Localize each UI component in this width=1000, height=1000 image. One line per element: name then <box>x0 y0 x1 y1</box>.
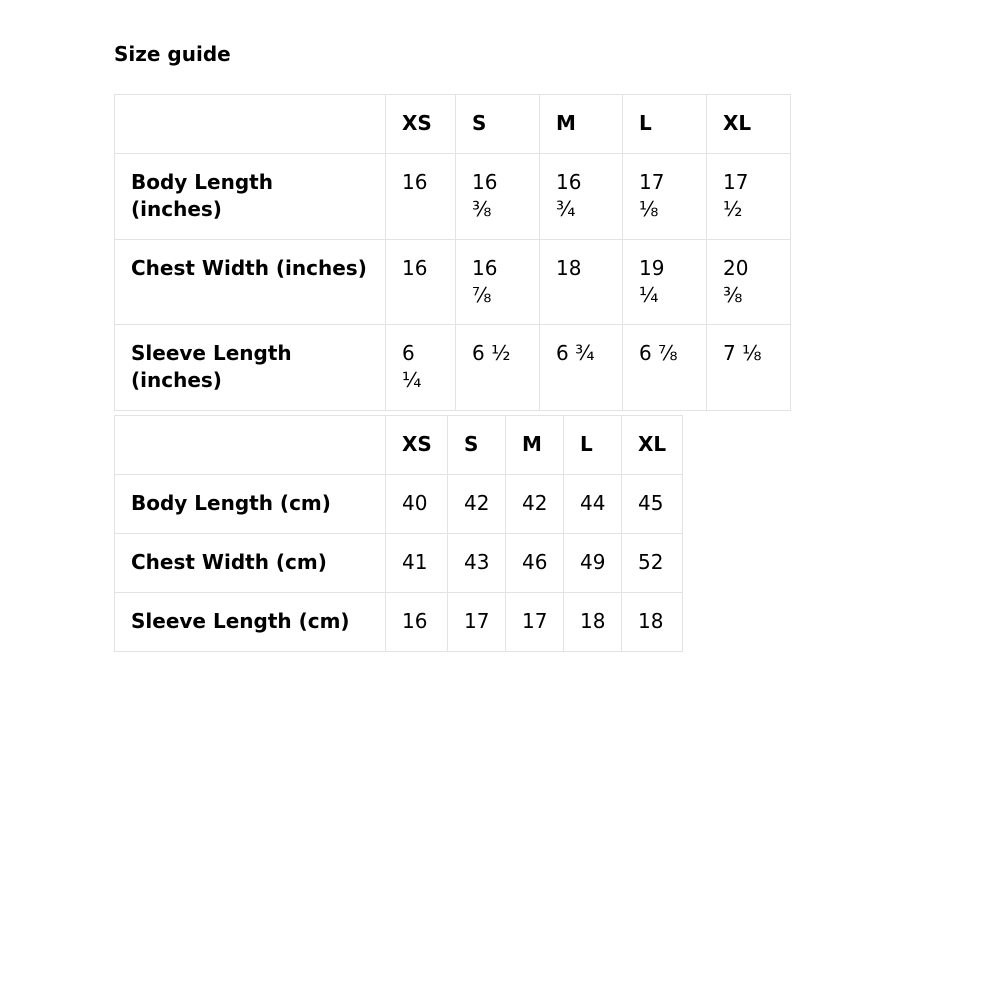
table-cell: 17 ⅛ <box>623 154 707 240</box>
table-cell: 44 <box>564 475 622 534</box>
table-row <box>115 593 683 652</box>
table-cell: 20 ⅜ <box>707 240 791 325</box>
row-label: Chest Width (cm) <box>115 534 386 593</box>
table-cell: 49 <box>564 534 622 593</box>
table-cell: 6 ½ <box>456 325 540 411</box>
table-cell: 7 ⅛ <box>707 325 791 411</box>
table-header-row <box>115 416 683 475</box>
cm-size-table <box>114 415 683 652</box>
inches-size-table <box>114 94 791 411</box>
header-cell-l: L <box>564 416 622 475</box>
table-cell: 43 <box>448 534 506 593</box>
header-cell-xs: XS <box>386 416 448 475</box>
table-row <box>115 475 683 534</box>
row-label: Body Length (inches) <box>115 154 386 240</box>
table-cell: 45 <box>622 475 683 534</box>
header-cell-xl: XL <box>707 95 791 154</box>
table-cell: 40 <box>386 475 448 534</box>
row-label: Sleeve Length (inches) <box>115 325 386 411</box>
table-cell: 18 <box>622 593 683 652</box>
table-row <box>115 325 791 411</box>
header-cell-xl: XL <box>622 416 683 475</box>
table-cell: 42 <box>506 475 564 534</box>
row-label: Chest Width (inches) <box>115 240 386 325</box>
table-cell: 42 <box>448 475 506 534</box>
table-cell: 18 <box>540 240 623 325</box>
table-cell: 6 ⅞ <box>623 325 707 411</box>
table-cell: 16 <box>386 240 456 325</box>
table-cell: 6 ¼ <box>386 325 456 411</box>
header-cell-m: M <box>506 416 564 475</box>
table-cell: 16 ¾ <box>540 154 623 240</box>
table-cell: 18 <box>564 593 622 652</box>
header-cell-empty <box>115 95 386 154</box>
table-row <box>115 534 683 593</box>
table-cell: 17 <box>448 593 506 652</box>
table-cell: 52 <box>622 534 683 593</box>
row-label: Body Length (cm) <box>115 475 386 534</box>
header-cell-s: S <box>448 416 506 475</box>
header-cell-xs: XS <box>386 95 456 154</box>
table-cell: 41 <box>386 534 448 593</box>
table-cell: 16 <box>386 593 448 652</box>
table-header-row <box>115 95 791 154</box>
row-label: Sleeve Length (cm) <box>115 593 386 652</box>
table-cell: 46 <box>506 534 564 593</box>
table-cell: 6 ¾ <box>540 325 623 411</box>
table-cell: 17 ½ <box>707 154 791 240</box>
header-cell-m: M <box>540 95 623 154</box>
table-cell: 16 ⅞ <box>456 240 540 325</box>
table-cell: 17 <box>506 593 564 652</box>
header-cell-l: L <box>623 95 707 154</box>
header-cell-s: S <box>456 95 540 154</box>
table-row <box>115 154 791 240</box>
table-cell: 16 <box>386 154 456 240</box>
page-title: Size guide <box>114 42 231 66</box>
table-cell: 19 ¼ <box>623 240 707 325</box>
header-cell-empty <box>115 416 386 475</box>
table-cell: 16 ⅜ <box>456 154 540 240</box>
table-row <box>115 240 791 325</box>
